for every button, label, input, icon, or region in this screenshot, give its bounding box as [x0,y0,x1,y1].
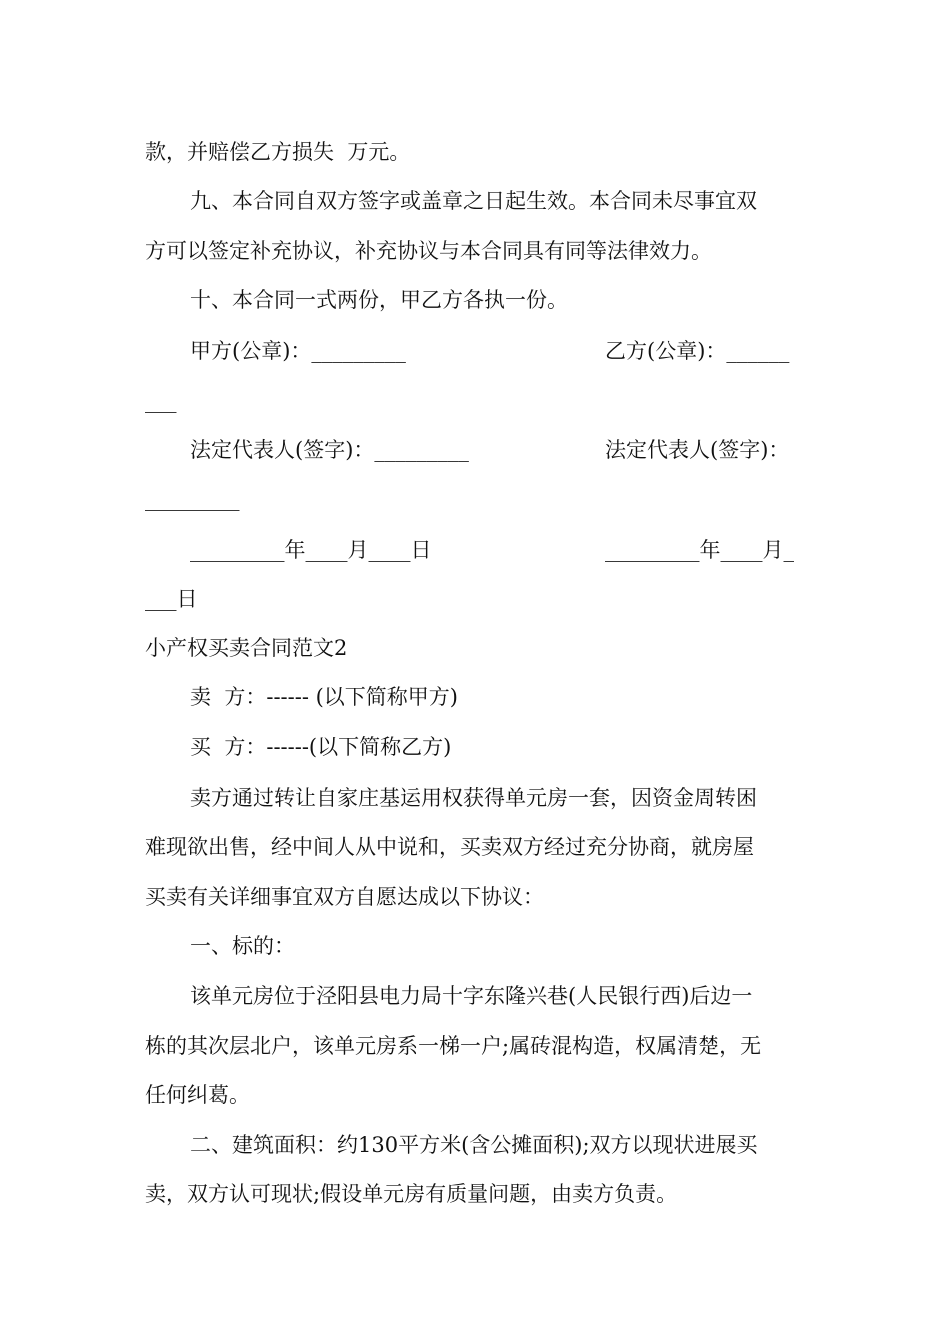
clause-nine-line: 九、本合同自双方签字或盖章之日起生效。本合同未尽事宜双 [190,189,757,213]
paragraph-line: 该单元房位于泾阳县电力局十字东隆兴巷(人民银行西)后边一 [190,984,753,1008]
date-continuation: ___日 [145,587,198,611]
party-a-seal-line: 甲方(公章)：_________ [190,339,406,363]
clause-one-heading: 一、标的： [190,934,295,958]
clause-ten-line: 十、本合同一式两份，甲乙方各执一份。 [190,288,568,312]
party-a-representative-line: 法定代表人(签字)：_________ [190,438,469,462]
party-b-representative-line: 法定代表人(签字)： [605,438,790,462]
seller-line: 卖 方：------ (以下简称甲方) [190,685,458,709]
paragraph-line: 难现欲出售，经中间人从中说和，买卖双方经过充分协商，就房屋 [145,835,754,859]
party-b-date-line: _________年____月_ [605,538,794,562]
paragraph-line: 卖，双方认可现状;假设单元房有质量问题，由卖方负责。 [145,1182,678,1206]
paragraph-line: 买卖有关详细事宜双方自愿达成以下协议： [145,885,544,909]
clause-two-line: 二、建筑面积：约130平方米(含公摊面积);双方以现状进展买 [190,1133,758,1157]
section-title: 小产权买卖合同范文2 [145,636,348,660]
paragraph-line: 任何纠葛。 [145,1083,250,1107]
paragraph-line: 卖方通过转让自家庄基运用权获得单元房一套，因资金周转困 [190,786,757,810]
paragraph-line: 款，并赔偿乙方损失 万元。 [145,140,411,164]
buyer-line: 买 方：------(以下简称乙方) [190,735,452,759]
paragraph-line: 栋的其次层北户，该单元房系一梯一户;属砖混构造，权属清楚，无 [145,1034,762,1058]
party-a-date-line: _________年____月____日 [190,538,432,562]
signature-blank: ___ [145,389,177,413]
signature-blank: _________ [145,487,240,511]
paragraph-line: 方可以签定补充协议，补充协议与本合同具有同等法律效力。 [145,239,712,263]
party-b-seal-line: 乙方(公章)：______ [605,339,790,363]
